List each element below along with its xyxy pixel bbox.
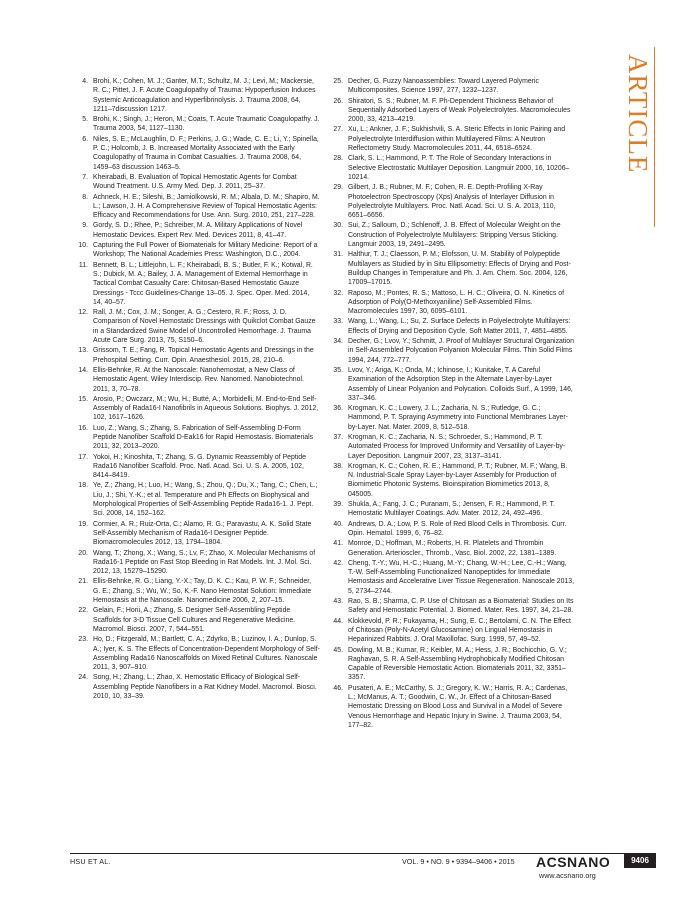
reference-item xyxy=(325,77,575,96)
reference-text: Rao, S. B.; Sharma, C. P. Use of Chitosan as a Biomaterial: Studies on Its Safety and Hemostatic Potential. J. Biomed. Mater. Res. 1997, 34, 21–28. xyxy=(348,598,574,615)
reference-number: 37. xyxy=(333,433,343,441)
reference-number: 31. xyxy=(333,251,343,259)
reference-item xyxy=(70,135,320,172)
reference-number: 42. xyxy=(333,559,343,567)
references-right-column xyxy=(325,77,575,731)
reference-item xyxy=(325,125,575,153)
reference-number: 14. xyxy=(78,366,88,374)
reference-text: Achneck, H. E.; Sileshi, B.; Jamiolkowski, R. M.; Albala, D. M.; Shapiro, M. L.; Lawson, J. H. A Comprehensive Review of Topical Hemostatic Agents: Efficacy and Recommendations for Use. Ann. Surg. 2010, 251, 217–228. xyxy=(93,193,320,220)
reference-text: Clark, S. L.; Hammond, P. T. The Role of Secondary Interactions in Selective Electrostatic Multilayer Deposition. Langmuir 2000, 16, 10206–10214. xyxy=(348,155,570,181)
reference-item xyxy=(325,433,575,461)
reference-item xyxy=(325,183,575,220)
reference-item xyxy=(70,606,320,634)
reference-number: 23. xyxy=(78,636,88,644)
reference-item xyxy=(325,366,575,403)
reference-number: 5. xyxy=(82,116,88,124)
reference-number: 34. xyxy=(333,338,343,346)
reference-item xyxy=(70,481,320,518)
reference-text: Dowling, M. B.; Kumar, R.; Keibler, M. A.; Hess, J. R.; Bochicchio, G. V.; Raghavan, S. R. A Self-Assembling Hydrophobically Modified Chitosan Capable of Reversible Hemostatic Action. Biomaterials 2011, 32, 3351–3357. xyxy=(348,646,567,682)
reference-text: Arosio, P.; Owczarz, M.; Wu, H.; Butté, A.; Morbidelli, M. End-to-End Self-Assembly of Rada16-I Nanofibrils in Aqueous Solutions. Biophys. J. 2012, 102, 1617–1626. xyxy=(93,395,319,422)
reference-number: 25. xyxy=(333,78,343,85)
reference-text: Krogman, K. C.; Lowery, J. L.; Zacharia, N. S.; Rutledge, G. C.; Hammond, P. T. Spraying Asymmetry into Functional Membranes Layer-by-Layer. Nat. Mater. 2009, 8, 512–518. xyxy=(348,405,568,431)
journal-logo xyxy=(536,854,620,870)
running-author: HSU ET AL. xyxy=(70,857,111,866)
reference-text: Wang, T.; Zhong, X.; Wang, S.; Lv, F.; Zhao, X. Molecular Mechanisms of Rada16-1 Peptide on Fast Stop Bleeding in Rat Models. Int. J. Mol. Sci. 2012, 13, 15279–15290. xyxy=(93,549,316,576)
page-number: 9406 xyxy=(624,853,656,868)
reference-number: 22. xyxy=(78,607,88,615)
reference-number: 11. xyxy=(78,261,88,269)
reference-text: Sui, Z.; Salloum, D.; Schlenoff, J. B. Effect of Molecular Weight on the Construction of Polyelectrolyte Multilayers: Stripping Versus Sticking. Langmuir 2003, 19, 2491–2495. xyxy=(348,222,561,249)
reference-number: 7. xyxy=(82,173,88,181)
reference-text: Wang, L.; Wang, L.; Su, Z. Surface Defects in Polyelectrolyte Multilayers: Effects of Drying and Deposition Cycle. Soft Matter 2011, 7, 4851–4855. xyxy=(348,318,571,335)
reference-text: Yokoi, H.; Kinoshita, T.; Zhang, S. G. Dynamic Reassembly of Peptide Rada16 Nanofiber Scaffold. Proc. Natl. Acad. Sci. U. S. A. 2005, 102, 8414–8419. xyxy=(93,453,306,480)
reference-number: 33. xyxy=(333,318,343,326)
reference-text: Gelain, F.; Horii, A.; Zhang, S. Designer Self-Assembling Peptide Scaffolds for 3-D Tissue Cell Cultures and Regenerative Medicine. Macromol. Biosci. 2007, 7, 544–551. xyxy=(93,607,296,633)
reference-item xyxy=(70,635,320,672)
reference-number: 18. xyxy=(78,482,88,490)
reference-text: Kheirabadi, B. Evaluation of Topical Hemostatic Agents for Combat Wound Treatment. U.S. Army Med. Dep. J. 2011, 25–37. xyxy=(93,173,297,191)
reference-text: Shukla, A.; Fang, J. C.; Puranam, S.; Jensen, F. R.; Hammond, P. T. Hemostatic Multilayer Coatings. Adv. Mater. 2012, 24, 492–496. xyxy=(348,501,555,518)
reference-number: 35. xyxy=(333,366,343,374)
reference-text: Gordy, S. D.; Rhee, P.; Schreiber, M. A. Military Applications of Novel Hemostatic Devices. Expert Rev. Med. Devices 2011, 8, 41–47. xyxy=(93,222,303,239)
reference-text: Brohi, K.; Cohen, M. J.; Ganter, M.T.; Schultz, M. J.; Levi, M.; Mackersie, R. C.; Pittet, J. F. Acute Coagulopathy of Trauma: Hypoperfusion Induces Systemic Anticoagulation and Hyperfibrinolysis. J. Trauma 2008, 64, 1211–7discussion 1217. xyxy=(93,78,316,113)
reference-item xyxy=(325,617,575,645)
reference-text: Krogman, K. C.; Zacharia, N. S.; Schroeder, S.; Hammond, P. T. Automated Process for Improved Uniformity and Versatility of Layer-by-Layer Deposition. Langmuir 2007, 23, 3137–3141. xyxy=(348,433,566,460)
reference-text: Niles, S. E.; McLaughlin, D. F.; Perkins, J. G.; Wade, C. E.; Li, Y.; Spinella, P. C.; Holcomb, J. B. Increased Mortality Associated with the Early Coagulopathy of Trauma in Combat Casualties. J. Trauma 2008, 64, 1459–63 discussion 1463–5. xyxy=(93,135,319,171)
reference-text: Ellis-Behnke, R. G.; Liang, Y.-X.; Tay, D. K. C.; Kau, P. W. F.; Schneider, G. E.; Zhang, S.; Wu, W.; So, K.-F. Nano Hemostat Solution: Immediate Hemostasis at the Nanoscale. Nanomedicine 2006, 2, 207–15. xyxy=(93,578,312,605)
reference-item xyxy=(70,261,320,307)
references-left-column xyxy=(70,77,320,702)
reference-text: Decher, G.; Lvov, Y.; Schmitt, J. Proof of Multilayer Structural Organization in Self-Assembled Polycation Polyanion Molecular Films. Thin Solid Films 1994, 244, 772–777. xyxy=(348,338,574,364)
reference-number: 13. xyxy=(78,347,88,355)
reference-item xyxy=(70,77,320,114)
reference-number: 16. xyxy=(78,424,88,432)
reference-text: Song, H.; Zhang, L.; Zhao, X. Hemostatic Efficacy of Biological Self-Assembling Peptide Nanofibers in a Rat Kidney Model. Macromol. Biosci. 2010, 10, 33–39. xyxy=(93,674,317,700)
reference-number: 40. xyxy=(333,520,343,528)
reference-item xyxy=(325,520,575,539)
reference-number: 9. xyxy=(82,222,88,230)
reference-item xyxy=(70,520,320,548)
reference-text: Ellis-Behnke, R. At the Nanoscale: Nanohemostat, a New Class of Hemostatic Agent. Wiley Interdiscip. Rev. Nanomed. Nanobiotechnol. 2011, 3, 70–78. xyxy=(93,366,304,393)
reference-item xyxy=(70,453,320,481)
reference-item xyxy=(70,424,320,452)
reference-text: Gilbert, J. B.; Rubner, M. F.; Cohen, R. E. Depth-Profiling X-Ray Photoelectron Spectroscopy (Xps) Analysis of Interlayer Diffusion in Polyelectrolyte Multilayers. Proc. Natl. Acad. Sci. U. S. A. 2013, 110, 6651–6656. xyxy=(348,184,556,220)
reference-text: Brohi, K.; Singh, J.; Heron, M.; Coats, T. Acute Traumatic Coagulopathy. J. Trauma 2003, 54, 1127–1130. xyxy=(93,116,320,133)
reference-item xyxy=(70,366,320,394)
reference-number: 28. xyxy=(333,155,343,163)
reference-number: 6. xyxy=(82,135,88,143)
reference-item xyxy=(325,404,575,432)
reference-item xyxy=(70,395,320,423)
reference-text: Andrews, D. A.; Low, P. S. Role of Red Blood Cells in Thrombosis. Curr. Opin. Hematol. 1999, 6, 76–82. xyxy=(348,520,567,537)
journal-logo-text: ACSNANO xyxy=(536,854,611,870)
reference-text: Halthur, T. J.; Claesson, P. M.; Elofsson, U. M. Stability of Polypeptide Multilayers as Studied by in Situ Ellipsometry: Effects of Drying and Post-Buildup Changes in Temperature and Ph. J. Am. Chem. Soc. 2004, 126, 17009–17015. xyxy=(348,251,571,287)
reference-item xyxy=(325,317,575,336)
reference-text: Decher, G. Fuzzy Nanoassemblies: Toward Layered Polymeric Multicomposites. Science 1997, 277, 1232–1237. xyxy=(348,78,539,95)
reference-item xyxy=(325,597,575,616)
reference-number: 24. xyxy=(78,674,88,682)
reference-text: Lvov, Y.; Ariga, K.; Onda, M.; Ichinose, I.; Kunitake, T. A Careful Examination of the Adsorption Step in the Alternate Layer-by-Layer Assembly of Linear Polyanion and Polycation. Colloids Surf., A 1999, 146, 337–346. xyxy=(348,366,573,402)
reference-number: 39. xyxy=(333,501,343,509)
reference-item xyxy=(70,308,320,345)
reference-text: Bennett, B. L.; Littlejohn, L. F.; Kheirabadi, B. S.; Butler, F. K.; Kotwal, R. S.; Dubick, M. A.; Bailey, J. A. Management of External Hemorrhage in Tactical Combat Casualty Care: Chitosan-Based Hemostatic Gauze Dressings - Tccc Guidelines-Change 13–05. J. Spec. Oper. Med. 2014, 14, 40–57. xyxy=(93,261,313,306)
reference-number: 10. xyxy=(78,242,88,250)
section-divider-line xyxy=(654,47,655,227)
reference-number: 46. xyxy=(333,684,343,692)
reference-number: 8. xyxy=(82,193,88,201)
reference-text: Grissom, T. E.; Fang, R. Topical Hemostatic Agents and Dressings in the Prehospital Setting. Curr. Opin. Anaesthesiol. 2015, 28, 210–6. xyxy=(93,347,314,364)
reference-item xyxy=(325,337,575,365)
reference-item xyxy=(325,539,575,558)
journal-citation: VOL. 9 • NO. 9 • 9394–9406 • 2015 xyxy=(402,857,515,866)
journal-url[interactable]: www.acsnano.org xyxy=(539,871,596,880)
reference-item xyxy=(325,154,575,182)
reference-text: Cormier, A. R.; Ruiz-Orta, C.; Alamo, R. G.; Paravastu, A. K. Solid State Self-Assembly Mechanism of Rada16-I Designer Peptide. Biomacromolecules 2012, 13, 1794–1804. xyxy=(93,520,312,547)
reference-text: Xu, L.; Ankner, J. F.; Sukhishvili, S. A. Steric Effects in Ionic Pairing and Polyelectrolyte Interdiffusion within Multilayered Films: A Neutron Reflectometry Study. Macromolecules 2011, 44, 6518–6524. xyxy=(348,126,566,153)
section-label: ARTICLE xyxy=(623,54,653,174)
reference-number: 26. xyxy=(333,97,343,105)
reference-item xyxy=(70,115,320,134)
reference-item xyxy=(70,577,320,605)
reference-number: 38. xyxy=(333,462,343,470)
reference-number: 44. xyxy=(333,617,343,625)
reference-number: 20. xyxy=(78,549,88,557)
reference-number: 15. xyxy=(78,395,88,403)
reference-number: 12. xyxy=(78,309,88,317)
reference-number: 43. xyxy=(333,598,343,606)
reference-item xyxy=(70,346,320,365)
reference-item xyxy=(325,221,575,249)
reference-text: Pusateri, A. E.; McCarthy, S. J.; Gregory, K. W.; Harris, R. A.; Cardenas, L.; McManus, A. T.; Goodwin, C. W., Jr. Effect of a Chitosan-Based Hemostatic Dressing on Blood Loss and Survival in a Model of Severe Venous Hemorrhage and Hepatic Injury in Swine. J. Trauma 2003, 54, 177–82. xyxy=(348,684,568,729)
reference-item xyxy=(325,500,575,519)
reference-item xyxy=(325,250,575,287)
reference-number: 41. xyxy=(333,540,343,548)
reference-text: Ho, D.; Fitzgerald, M.; Bartlett, C. A.; Zdyrko, B.; Luzinov, I. A.; Dunlop, S. A.; Iyer, K. S. The Effects of Concentration-Dependent Morphology of Self-Assembling Rada16 Nanoscaffolds on Mixed Retinal Cultures. Nanoscale 2011, 3, 907–910. xyxy=(93,636,320,672)
reference-item xyxy=(325,462,575,499)
reference-item xyxy=(70,673,320,701)
reference-item xyxy=(70,549,320,577)
reference-text: Shiratori, S. S.; Rubner, M. F. Ph-Dependent Thickness Behavior of Sequentially Adsorbed Layers of Weak Polyelectrolytes. Macromolecules 2000, 33, 4213–4219. xyxy=(348,97,571,124)
reference-number: 29. xyxy=(333,184,343,192)
reference-number: 30. xyxy=(333,222,343,230)
reference-text: Ye, Z.; Zhang, H.; Luo, H.; Wang, S.; Zhou, Q.; Du, X.; Tang, C.; Chen, L.; Liu, J.; Shi, Y.-K.; et al. Temperature and Ph Effects on Biophysical and Morphological Properties of Self-Assembling Peptide Rada16-1. J. Pept. Sci. 2008, 14, 152–162. xyxy=(93,482,318,518)
reference-item xyxy=(70,193,320,221)
reference-item xyxy=(325,684,575,730)
reference-number: 32. xyxy=(333,289,343,297)
reference-text: Klokkevold, P. R.; Fukayama, H.; Sung, E. C.; Bertolami, C. N. The Effect of Chitosan (Poly-N-Acetyl Glucosamine) on Lingual Hemostasis in Heparinized Rabbits. J. Oral Maxillofac. Surg. 1999, 57, 49–52. xyxy=(348,617,571,644)
reference-text: Rall, J. M.; Cox, J. M.; Songer, A. G.; Cestero, R. F.; Ross, J. D. Comparison of Novel Hemostatic Dressings with Quikclot Combat Gauze in a Standardized Swine Model of Uncontrolled Hemorrhage. J. Trauma Acute Care Surg. 2013, 75, S150–6. xyxy=(93,309,316,345)
reference-text: Capturing the Full Power of Biomaterials for Military Medicine: Report of a Workshop; The National Academies Press: Washington, D.C., 2004. xyxy=(93,242,318,259)
reference-number: 36. xyxy=(333,405,343,413)
reference-number: 19. xyxy=(78,520,88,528)
reference-number: 4. xyxy=(82,78,88,85)
reference-text: Luo, Z.; Wang, S.; Zhang, S. Fabrication of Self-Assembling D-Form Peptide Nanofiber Scaffold D-Eak16 for Rapid Hemostasis. Biomaterials 2011, 32, 2013–2020. xyxy=(93,424,314,451)
reference-text: Raposo, M.; Pontes, R. S.; Mattoso, L. H. C.; Oliveira, O. N. Kinetics of Adsorption of Poly(O-Methoxyaniline) Self-Assembled Films. Macromolecules 1997, 30, 6095–6101. xyxy=(348,289,564,316)
reference-number: 45. xyxy=(333,646,343,654)
reference-number: 21. xyxy=(78,578,88,586)
reference-text: Monroe, D.; Hoffman, M.; Roberts, H. R. Platelets and Thrombin Generation. Arterioscler., Thromb., Vasc. Biol. 2002, 22, 1381–1389. xyxy=(348,540,557,557)
reference-item xyxy=(70,173,320,192)
reference-text: Krogman, K. C.; Cohen, R. E.; Hammond, P. T.; Rubner, M. F.; Wang, B. N. Industrial-Scale Spray Layer-by-Layer Assembly for Production of Biomimetic Photonic Systems. Bioinspiration Biomimetics 2013, 8, 045005. xyxy=(348,462,568,498)
reference-number: 17. xyxy=(78,453,88,461)
reference-item xyxy=(70,221,320,240)
reference-item xyxy=(325,646,575,683)
reference-text: Cheng, T.-Y.; Wu, H.-C.; Huang, M.-Y.; Chang, W.-H.; Lee, C.-H.; Wang, T.-W. Self-Assembling Functionalized Nanopeptides for Immediate Hemostasis and Accelerative Liver Tissue Regeneration. Nanoscale 2013, 5, 2734–2744. xyxy=(348,559,574,595)
reference-item xyxy=(70,241,320,260)
reference-item xyxy=(325,97,575,125)
reference-number: 27. xyxy=(333,126,343,134)
reference-item xyxy=(325,289,575,317)
reference-item xyxy=(325,559,575,596)
